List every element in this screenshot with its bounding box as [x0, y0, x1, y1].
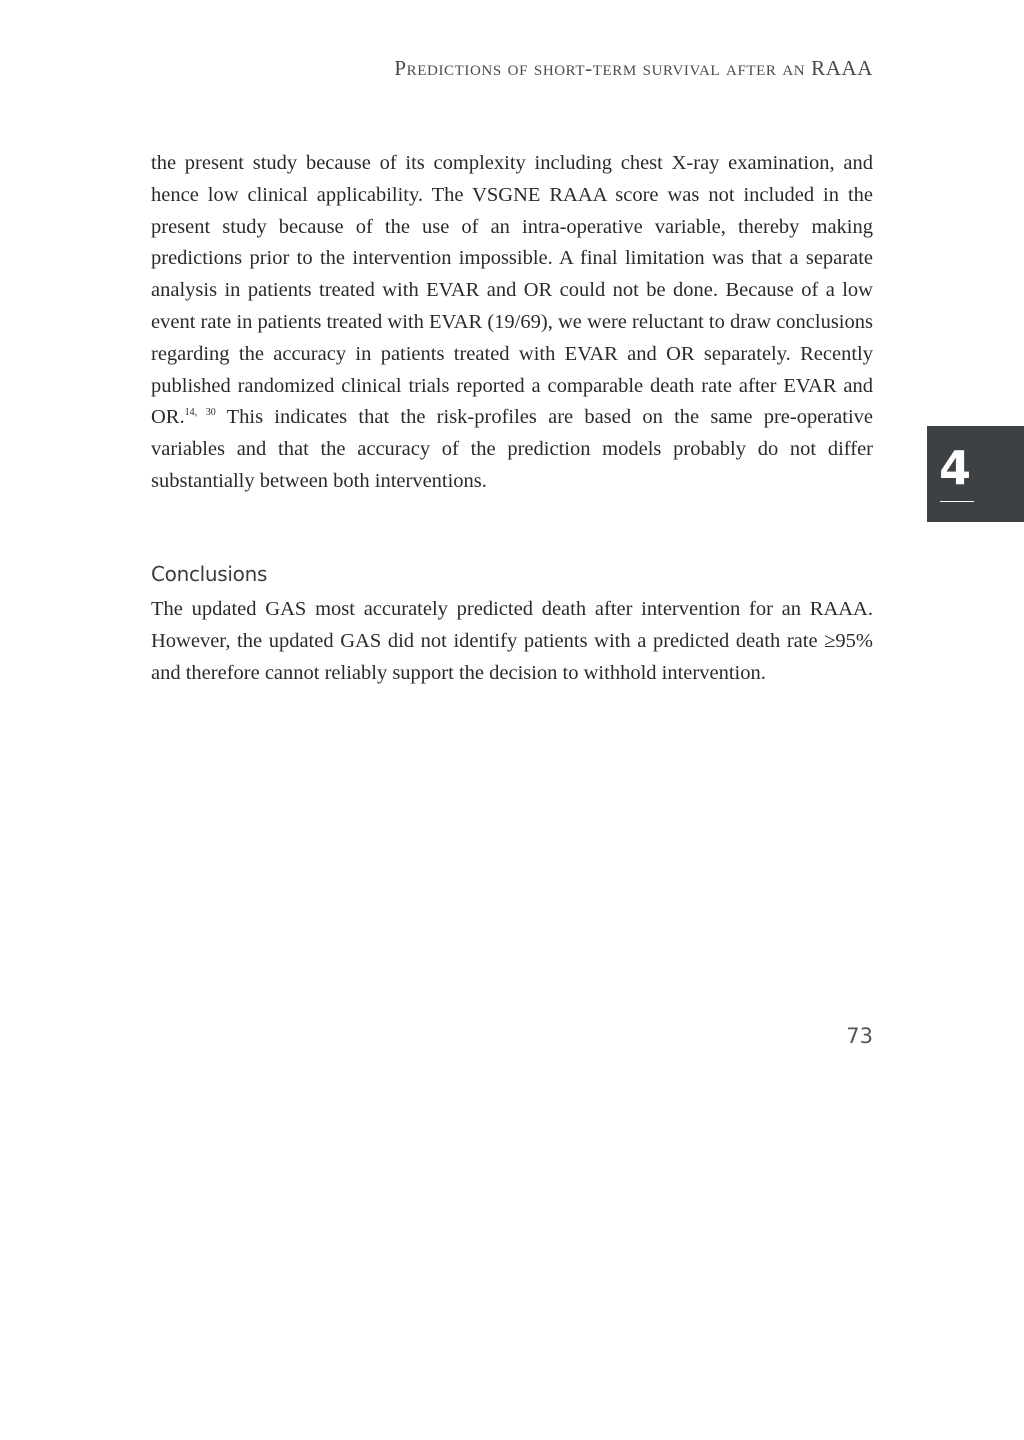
page-number: 73	[846, 1024, 873, 1048]
paragraph-text-part-2: This indicates that the risk-profiles are based on the same pre-operative variables and that the accuracy of the prediction models probably do not differ substantially between both interventions.	[151, 406, 873, 492]
conclusions-paragraph: The updated GAS most accurately predicted death after intervention for an RAAA. However, the updated GAS did not identify patients with a predicted death rate ≥95% and therefore cannot reliably support the decision to withhold intervention.	[151, 598, 873, 684]
paragraph-text-part-1: the present study because of its complexity including chest X-ray examination, and hence low clinical applicability. The VSGNE RAAA score was not included in the present study because of the use of an intra-operative variable, thereby making predictions prior to the intervention impossible. A final limitation was that a separate analysis in patients treated with EVAR and OR could not be done. Because of a low event rate in patients treated with EVAR (19/69), we were reluctant to draw conclusions regarding the accuracy in patients treated with EVAR and OR separately. Recently published randomized clinical trials reported a comparable death rate after EVAR and OR.	[151, 152, 873, 429]
chapter-tab	[927, 426, 1024, 522]
citation-superscript[interactable]: 14, 30	[184, 407, 216, 419]
chapter-underline	[940, 501, 974, 502]
running-header: Predictions of short-term survival after an RAAA	[394, 56, 873, 80]
discussion-paragraph	[151, 148, 873, 498]
chapter-number: 4	[939, 441, 972, 495]
conclusions-heading: Conclusions	[151, 562, 268, 586]
